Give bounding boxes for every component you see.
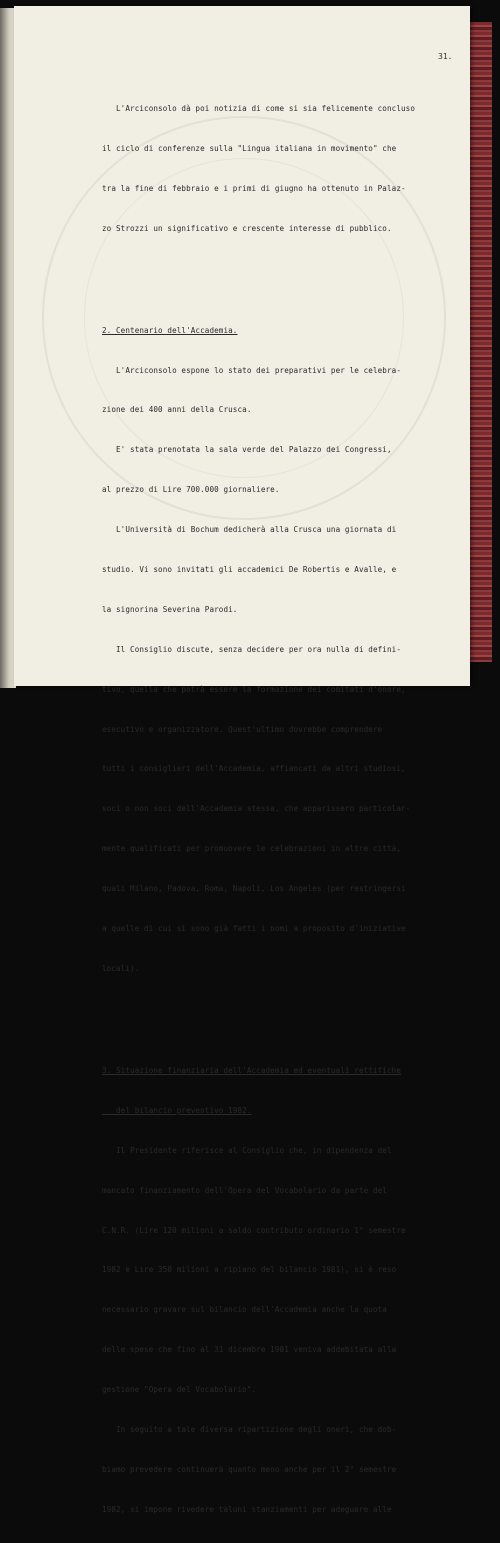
text-line: tra la fine di febbraio e i primi di giugno ha ottenuto in Palaz- <box>102 183 406 193</box>
text-line: il ciclo di conferenze sulla "Lingua italiana in movimento" che <box>102 143 397 153</box>
text-line: gestione "Opera del Vocabolario". <box>102 1385 257 1395</box>
text-line: Il Presidente riferisce al Consiglio che, in dipendenza del <box>102 1145 392 1155</box>
section-heading: 2. Centenario dell'Accademia. <box>102 325 238 335</box>
text-line: 1982 e Lire 350 milioni a ripiano del bilancio 1981), si è reso <box>102 1265 397 1275</box>
text-line: soci o non soci dell'Accademia stessa, che apparissero particolar- <box>102 804 411 814</box>
text-line: C.N.R. (Lire 120 milioni a saldo contributo ordinario 1° semestre <box>102 1225 406 1235</box>
text-line: zo Strozzi un significativo e crescente interesse di pubblico. <box>102 223 392 233</box>
text-line: 1982, si impone rivedere taluni stanziamenti per adeguare alle <box>102 1504 392 1514</box>
text-line: locali). <box>102 963 140 973</box>
text-line: mente qualificati per promuovere le celebrazioni in altre città, <box>102 844 401 854</box>
text-line: quali Milano, Padova, Roma, Napoli, Los Angeles (per restringersi <box>102 884 406 894</box>
text-line: Il Consiglio discute, senza decidere per ora nulla di defini- <box>102 644 401 654</box>
text-line: L'Arciconsolo espone lo stato dei preparativi per le celebra- <box>102 365 401 375</box>
section-heading: 3. Situazione finanziaria dell'Accademia ed eventuali rettifiche <box>102 1065 401 1075</box>
text-line: a quelle di cui si sono già fatti i nomi a proposito d'iniziative <box>102 924 406 933</box>
text-line: delle spese che fino al 31 dicembre 1981 veniva addebitata alla <box>102 1345 397 1355</box>
page-number: 31. <box>438 52 453 61</box>
text-line: zione dei 400 anni della Crusca. <box>102 405 252 415</box>
text-line: al prezzo di Lire 700.000 giornaliere. <box>102 485 280 495</box>
section-heading-continued: del bilancio preventivo 1982. <box>102 1105 252 1115</box>
document-body <box>102 62 442 1543</box>
text-line: E' stata prenotata la sala verde del Palazzo dei Congressi, <box>102 445 392 455</box>
text-line: esecutivo e organizzatore. Quest'ultimo dovrebbe comprendere <box>102 724 383 734</box>
text-line: studio. Vi sono invitati gli accademici De Robertis e Avalle, e <box>102 564 397 574</box>
text-line: In seguito a tale diversa ripartizione degli oneri, che dob- <box>102 1424 397 1434</box>
text-line: L'Università di Bochum dedicherà alla Crusca una giornata di <box>102 525 397 535</box>
text-line: L'Arciconsolo dà poi notizia di come si sia felicemente concluso <box>102 103 416 113</box>
text-line: tutti i consiglieri dell'Accademia, affiancati da altri studiosi, <box>102 764 406 774</box>
text-line: mancato finanziamento dell'Opera del Vocabolario da parte del <box>102 1185 387 1195</box>
text-line: la signorina Severina Parodi. <box>102 604 238 614</box>
text-line: tivo, quella che potrà essere la formazione dei comitati d'onore, <box>102 684 406 694</box>
text-line: biamo prevedere continuerà quanto meno anche per il 2° semestre <box>102 1464 397 1474</box>
text-line: necessario gravare sul bilancio dell'Accademia anche la quota <box>102 1305 387 1315</box>
